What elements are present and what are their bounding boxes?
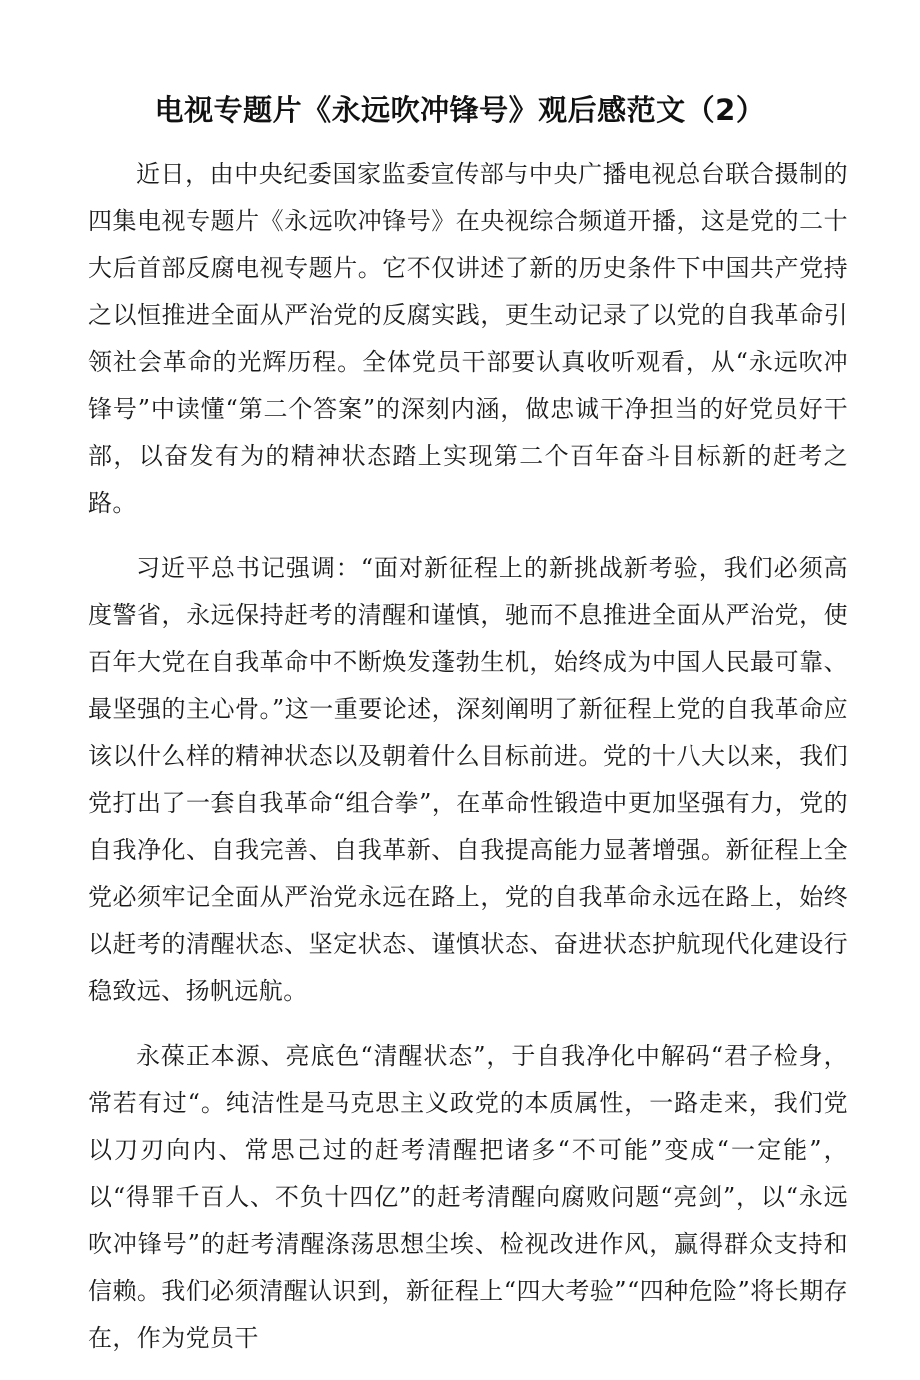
paragraph-1: 近日，由中央纪委国家监委宣传部与中央广播电视总台联合摄制的四集电视专题片《永远吹冲锋号》在央视综合频道开播，这是党的二十大后首部反腐电视专题片。它不仅讲述了新的历史条件下中国共产党持之以恒推进全面从严治党的反腐实践，更生动记录了以党的自我革命引领社会革命的光辉历程。全体党员干部要认真收听观看，从“永远吹冲锋号”中读懂“第二个答案”的深刻内涵，做忠诚干净担当的好党员好干部，以奋发有为的精神状态踏上实现第二个百年奋斗目标新的赶考之路。 xyxy=(88,160,848,517)
document-body xyxy=(88,151,848,1380)
paragraph-2: 习近平总书记强调：“面对新征程上的新挑战新考验，我们必须高度警省，永远保持赶考的清醒和谨慎，驰而不息推进全面从严治党，使百年大党在自我革命中不断焕发蓬勃生机，始终成为中国人民最可靠、最坚强的主心骨。”这一重要论述，深刻阐明了新征程上党的自我革命应该以什么样的精神状态以及朝着什么目标前进。党的十八大以来，我们党打出了一套自我革命“组合拳”，在革命性锻造中更加坚强有力，党的自我净化、自我完善、自我革新、自我提高能力显著增强。新征程上全党必须牢记全面从严治党永远在路上，党的自我革命永远在路上，始终以赶考的清醒状态、坚定状态、谨慎状态、奋进状态护航现代化建设行稳致远、扬帆远航。 xyxy=(88,554,848,1005)
document-title: 电视专题片《永远吹冲锋号》观后感范文（2） xyxy=(154,93,766,127)
paragraph-3: 永葆正本源、亮底色“清醒状态”，于自我净化中解码“君子检身，常若有过“。纯洁性是马克思主义政党的本质属性，一路走来，我们党以刀刃向内、常思己过的赶考清醒把诸多“不可能”变成“一定能”，以“得罪千百人、不负十四亿”的赶考清醒向腐败问题“亮剑”，以“永远吹冲锋号”的赶考清醒涤荡思想尘埃、检视改进作风，赢得群众支持和信赖。我们必须清醒认识到，新征程上“四大考验”“四种危险”将长期存在，作为党员干 xyxy=(88,1042,848,1352)
